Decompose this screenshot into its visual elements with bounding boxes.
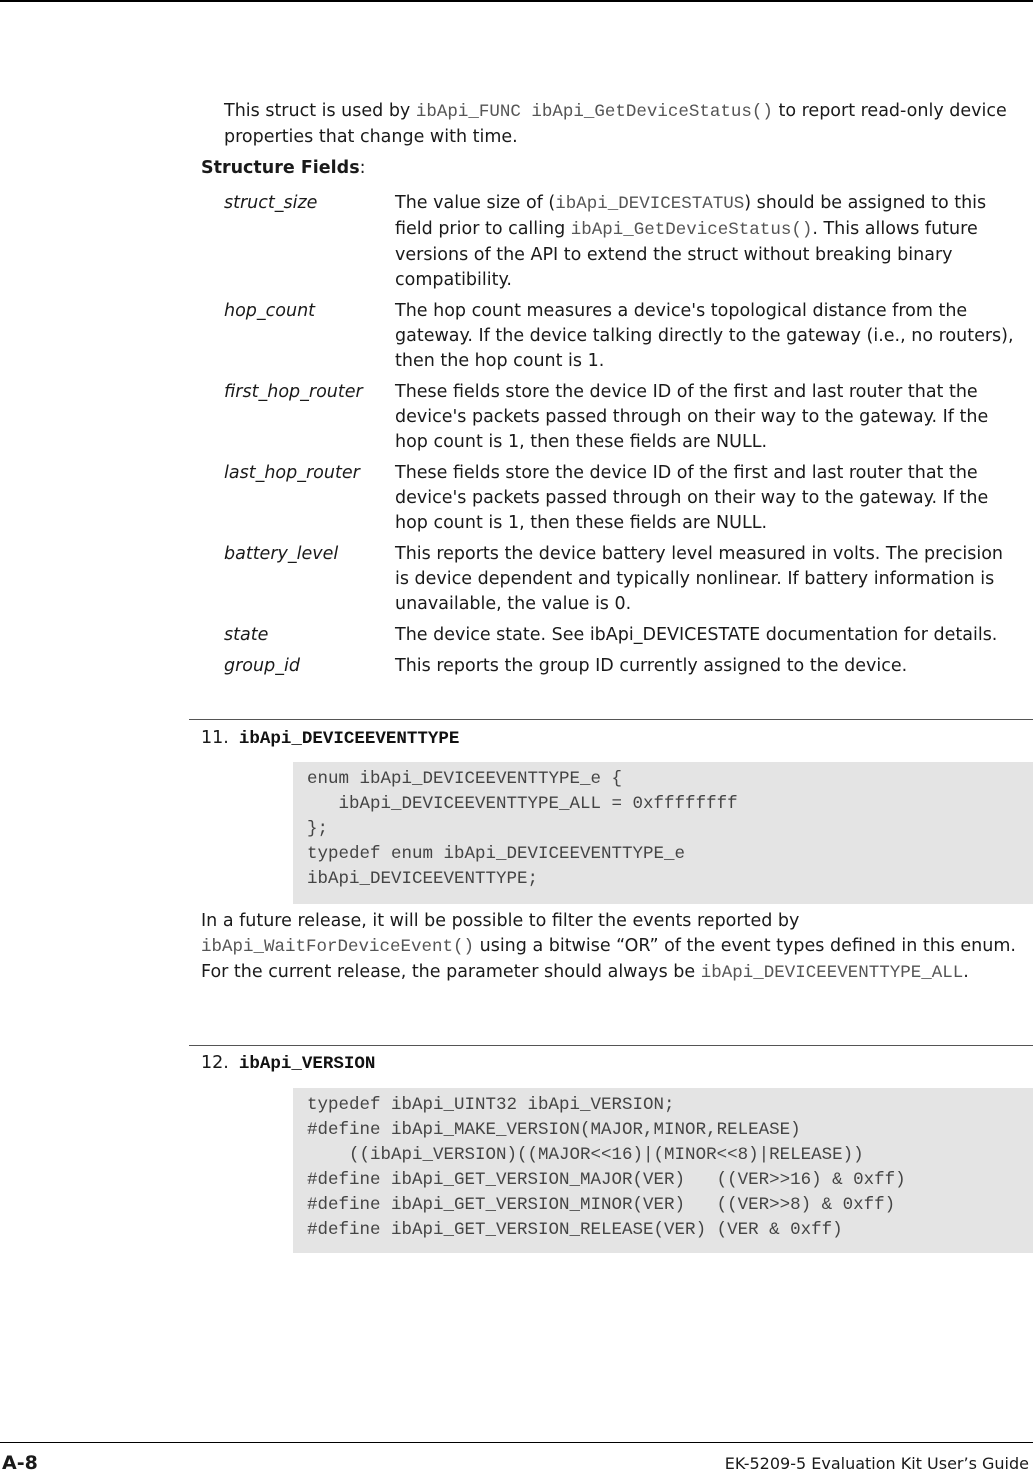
document-title: EK-5209-5 Evaluation Kit User’s Guide [724, 1454, 1029, 1473]
field-row-struct-size [224, 191, 1024, 293]
top-rule [0, 0, 1033, 2]
field-name: last_hop_router [224, 463, 360, 483]
intro-code: ibApi_FUNC ibApi_GetDeviceStatus() [415, 102, 773, 122]
page-number: A-8 [2, 1452, 38, 1474]
section-11-paragraph: In a future release, it will be possible to filter the events reported by ibApi_WaitForDeviceEvent() using a bitwise “OR” of the event types defined in this enum. For the current release, the parameter should always be ibApi_DEVICEEVENTTYPE_ALL. [201, 911, 1016, 983]
field-row-battery-level [224, 542, 1024, 617]
field-desc: The hop count measures a device's topological distance from the gateway. If the device talking directly to the gateway (i.e., no routers), then the hop count is 1. [395, 301, 1014, 371]
inline-code: ibApi_DEVICEEVENTTYPE_ALL [700, 963, 964, 983]
field-row-state [224, 623, 1024, 648]
field-name: hop_count [224, 301, 316, 321]
field-row-group-id [224, 654, 1024, 679]
section-divider [189, 719, 1033, 720]
field-desc: This reports the device battery level measured in volts. The precision is device dependent and typically nonlinear. If battery information is unavailable, the value is 0. [395, 544, 1003, 614]
field-name: battery_level [224, 544, 339, 564]
field-code: ibApi_DEVICESTATUS [555, 194, 745, 214]
section-number: 11. [201, 728, 229, 748]
inline-code: ibApi_WaitForDeviceEvent() [201, 937, 475, 957]
intro-text-end: to report read-only device properties that change with time. [224, 101, 1007, 147]
field-name: first_hop_router [224, 382, 363, 402]
field-desc: This reports the group ID currently assigned to the device. [395, 656, 908, 676]
field-row-hop-count [224, 299, 1024, 374]
field-desc: The value size of (ibApi_DEVICESTATUS) should be assigned to this field prior to calling ibApi_GetDeviceStatus(). This allows future versions of the API to extend the struct without breaking binary compatibility. [395, 193, 987, 290]
intro-text: This struct is used by [224, 101, 416, 121]
field-name: state [224, 625, 269, 645]
field-desc: The device state. See ibApi_DEVICESTATE documentation for details. [395, 625, 998, 645]
field-code: ibApi_GetDeviceStatus() [570, 220, 813, 240]
section-name: ibApi_VERSION [238, 1054, 376, 1074]
field-desc: These fields store the device ID of the first and last router that the device's packets passed through on their way to the gateway. If the hop count is 1, then these fields are NULL. [395, 382, 989, 452]
structure-fields-heading [201, 158, 366, 178]
footer-rule [0, 1442, 1033, 1443]
code-block-version: typedef ibApi_UINT32 ibApi_VERSION; #define ibApi_MAKE_VERSION(MAJOR,MINOR,RELEASE) ((ibApi_VERSION)((MAJOR<<16)|(MINOR<<8)|RELEASE)) #define ibApi_GET_VERSION_MAJOR(VER) ((VER>>16) & 0xff) #define ibApi_GET_VERSION_MINOR(VER) ((VER>>8) & 0xff) #define ibApi_GET_VERSION_RELEASE(VER) (VER & 0xff) [293, 1088, 1033, 1253]
section-12-title [201, 1053, 375, 1074]
intro-paragraph [224, 99, 1024, 150]
section-name: ibApi_DEVICEEVENTTYPE [238, 729, 460, 749]
field-desc: These fields store the device ID of the first and last router that the device's packets passed through on their way to the gateway. If the hop count is 1, then these fields are NULL. [395, 463, 989, 533]
section-divider [189, 1045, 1033, 1046]
structure-fields-label: Structure Fields [201, 158, 360, 178]
section-11-title [201, 728, 459, 749]
field-name: group_id [224, 656, 300, 676]
field-name: struct_size [224, 193, 318, 213]
code-block-deviceeventtype: enum ibApi_DEVICEEVENTTYPE_e { ibApi_DEVICEEVENTTYPE_ALL = 0xffffffff }; typedef enum ibApi_DEVICEEVENTTYPE_e ibApi_DEVICEEVENTTYPE; [293, 762, 1033, 904]
structure-fields-colon: : [359, 158, 366, 178]
field-row-last-hop-router [224, 461, 1024, 536]
field-row-first-hop-router [224, 380, 1024, 455]
fields-list [224, 191, 1024, 685]
section-number: 12. [201, 1053, 229, 1073]
